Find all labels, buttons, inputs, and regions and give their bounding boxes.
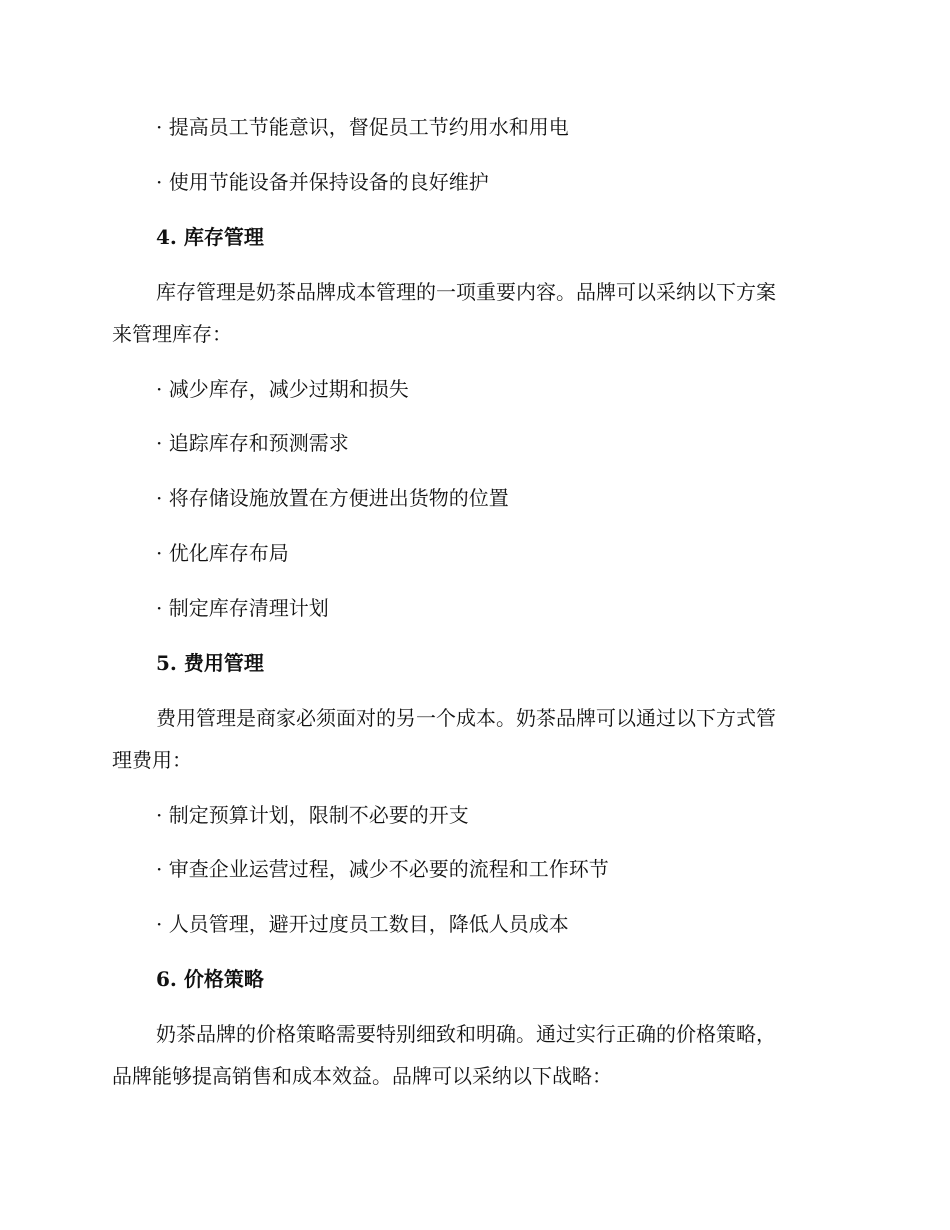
section-heading-inventory: 4. 库存管理	[156, 225, 264, 249]
bullet-item: · 将存储设施放置在方便进出货物的位置	[156, 486, 509, 510]
bullet-item: · 审查企业运营过程，减少不必要的流程和工作环节	[156, 857, 609, 881]
paragraph-line: 费用管理是商家必须面对的另一个成本。奶茶品牌可以通过以下方式管	[156, 706, 776, 730]
bullet-item: · 人员管理，避开过度员工数目，降低人员成本	[156, 912, 569, 936]
bullet-item: · 提高员工节能意识，督促员工节约用水和用电	[156, 115, 569, 139]
bullet-item: · 追踪库存和预测需求	[156, 431, 349, 455]
paragraph-line: 品牌能够提高销售和成本效益。品牌可以采纳以下战略：	[112, 1064, 612, 1088]
bullet-item: · 减少库存，减少过期和损失	[156, 377, 409, 401]
section-heading-pricing: 6. 价格策略	[156, 967, 264, 991]
paragraph-line: 理费用：	[112, 748, 192, 772]
bullet-item: · 制定库存清理计划	[156, 596, 329, 620]
section-heading-expenses: 5. 费用管理	[156, 651, 264, 675]
paragraph-line: 奶茶品牌的价格策略需要特别细致和明确。通过实行正确的价格策略，	[156, 1022, 776, 1046]
bullet-item: · 使用节能设备并保持设备的良好维护	[156, 170, 489, 194]
bullet-item: · 制定预算计划，限制不必要的开支	[156, 803, 469, 827]
paragraph-line: 来管理库存：	[112, 322, 232, 346]
paragraph-line: 库存管理是奶茶品牌成本管理的一项重要内容。品牌可以采纳以下方案	[156, 280, 776, 304]
bullet-item: · 优化库存布局	[156, 541, 289, 565]
